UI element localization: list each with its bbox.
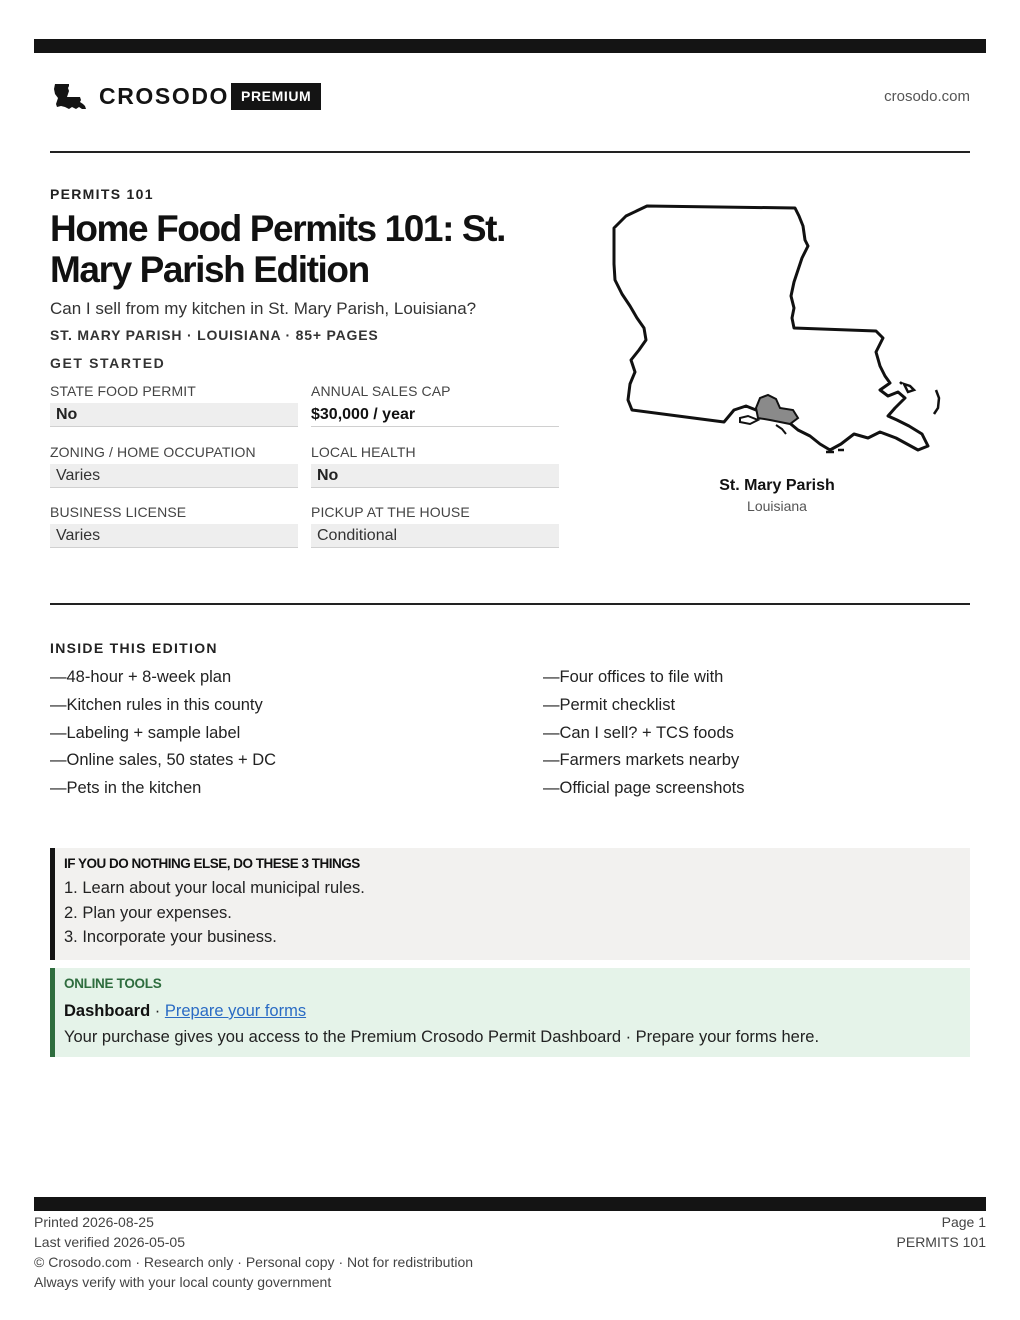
- tools-title: ONLINE TOOLS: [64, 976, 162, 991]
- field-annual-sales-cap: [311, 382, 559, 427]
- field-value: Conditional: [311, 524, 559, 548]
- field-label: ANNUAL SALES CAP: [311, 383, 451, 399]
- field-label: STATE FOOD PERMIT: [50, 383, 196, 399]
- toc-item[interactable]: —Four offices to file with: [543, 668, 724, 686]
- callout-title: IF YOU DO NOTHING ELSE, DO THESE 3 THINGS: [64, 856, 360, 871]
- disclaimer: Always verify with your local county government: [34, 1274, 332, 1290]
- prepare-forms-link[interactable]: Prepare your forms: [164, 1002, 307, 1020]
- page-number: Page 1: [941, 1214, 986, 1230]
- toc-item[interactable]: —Official page screenshots: [543, 779, 745, 798]
- footer-right: [897, 1212, 986, 1252]
- premium-badge: PREMIUM: [231, 83, 321, 110]
- field-value: $30,000 / year: [311, 403, 559, 427]
- toc-item[interactable]: —Permit checklist: [543, 695, 676, 714]
- dashboard-label: Dashboard: [64, 1002, 151, 1020]
- louisiana-state-icon: [52, 82, 88, 112]
- toc-item[interactable]: —Labeling + sample label: [50, 723, 241, 742]
- toc-item[interactable]: —Kitchen rules in this county: [50, 695, 263, 714]
- field-value: No: [50, 403, 298, 427]
- get-started-heading: GET STARTED: [50, 355, 166, 371]
- brand-logo-text[interactable]: CROSODO: [99, 83, 230, 109]
- footer-left: [34, 1212, 473, 1292]
- toc-item[interactable]: —Pets in the kitchen: [50, 779, 202, 798]
- field-business-license: [50, 503, 298, 548]
- field-pickup: [311, 503, 559, 548]
- field-label: PICKUP AT THE HOUSE: [311, 504, 470, 520]
- field-state-food-permit: [50, 382, 298, 427]
- field-local-health: [311, 443, 559, 488]
- field-label: LOCAL HEALTH: [311, 444, 416, 460]
- section-eyebrow: PERMITS 101: [50, 186, 154, 202]
- toc-item[interactable]: —Farmers markets nearby: [543, 751, 740, 770]
- toc-item[interactable]: —48-hour + 8-week plan: [50, 668, 232, 686]
- page-meta: ST. MARY PARISH · LOUISIANA · 85+ PAGES: [50, 327, 379, 343]
- printed-date: Printed 2026-08-25: [34, 1214, 154, 1230]
- toc-item[interactable]: —Online sales, 50 states + DC: [50, 751, 277, 770]
- page-title: Home Food Permits 101: St. Mary Parish Edition: [50, 208, 505, 290]
- three-things-callout: [50, 848, 970, 960]
- online-tools-panel: [50, 968, 970, 1057]
- field-value: Varies: [50, 464, 298, 488]
- toc-right-column: [543, 666, 744, 805]
- header-divider: [50, 151, 970, 153]
- field-zoning: [50, 443, 298, 488]
- map-parish-name: St. Mary Parish: [719, 477, 835, 494]
- tools-description: Your purchase gives you access to the Premium Crosodo Permit Dashboard · Prepare your forms here.: [64, 1028, 820, 1046]
- callout-item: 2. Plan your expenses.: [64, 903, 232, 922]
- site-url[interactable]: crosodo.com: [884, 88, 970, 105]
- section-divider: [50, 603, 970, 605]
- page-header: [50, 78, 970, 118]
- verified-date: Last verified 2026-05-05: [34, 1234, 185, 1250]
- louisiana-map: [608, 200, 948, 460]
- callout-item: 1. Learn about your local municipal rules.: [64, 879, 365, 897]
- st-mary-parish-highlight: [756, 395, 798, 424]
- field-label: BUSINESS LICENSE: [50, 504, 187, 520]
- separator: ·: [150, 1002, 165, 1020]
- footer-section: PERMITS 101: [896, 1234, 986, 1250]
- bottom-rule-bar: [34, 1197, 986, 1211]
- field-label: ZONING / HOME OCCUPATION: [50, 444, 256, 460]
- top-rule-bar: [34, 39, 986, 53]
- map-state-name: Louisiana: [747, 498, 807, 514]
- page-subtitle: Can I sell from my kitchen in St. Mary Parish, Louisiana?: [50, 299, 477, 318]
- copyright: © Crosodo.com · Research only · Personal copy · Not for redistribution: [34, 1254, 474, 1270]
- toc-item[interactable]: —Can I sell? + TCS foods: [543, 723, 734, 742]
- callout-item: 3. Incorporate your business.: [64, 928, 277, 946]
- inside-edition-heading: INSIDE THIS EDITION: [50, 640, 218, 656]
- toc-left-column: [50, 666, 276, 805]
- field-value: No: [311, 464, 559, 488]
- field-value: Varies: [50, 524, 298, 548]
- tools-dashboard-line: [64, 998, 970, 1024]
